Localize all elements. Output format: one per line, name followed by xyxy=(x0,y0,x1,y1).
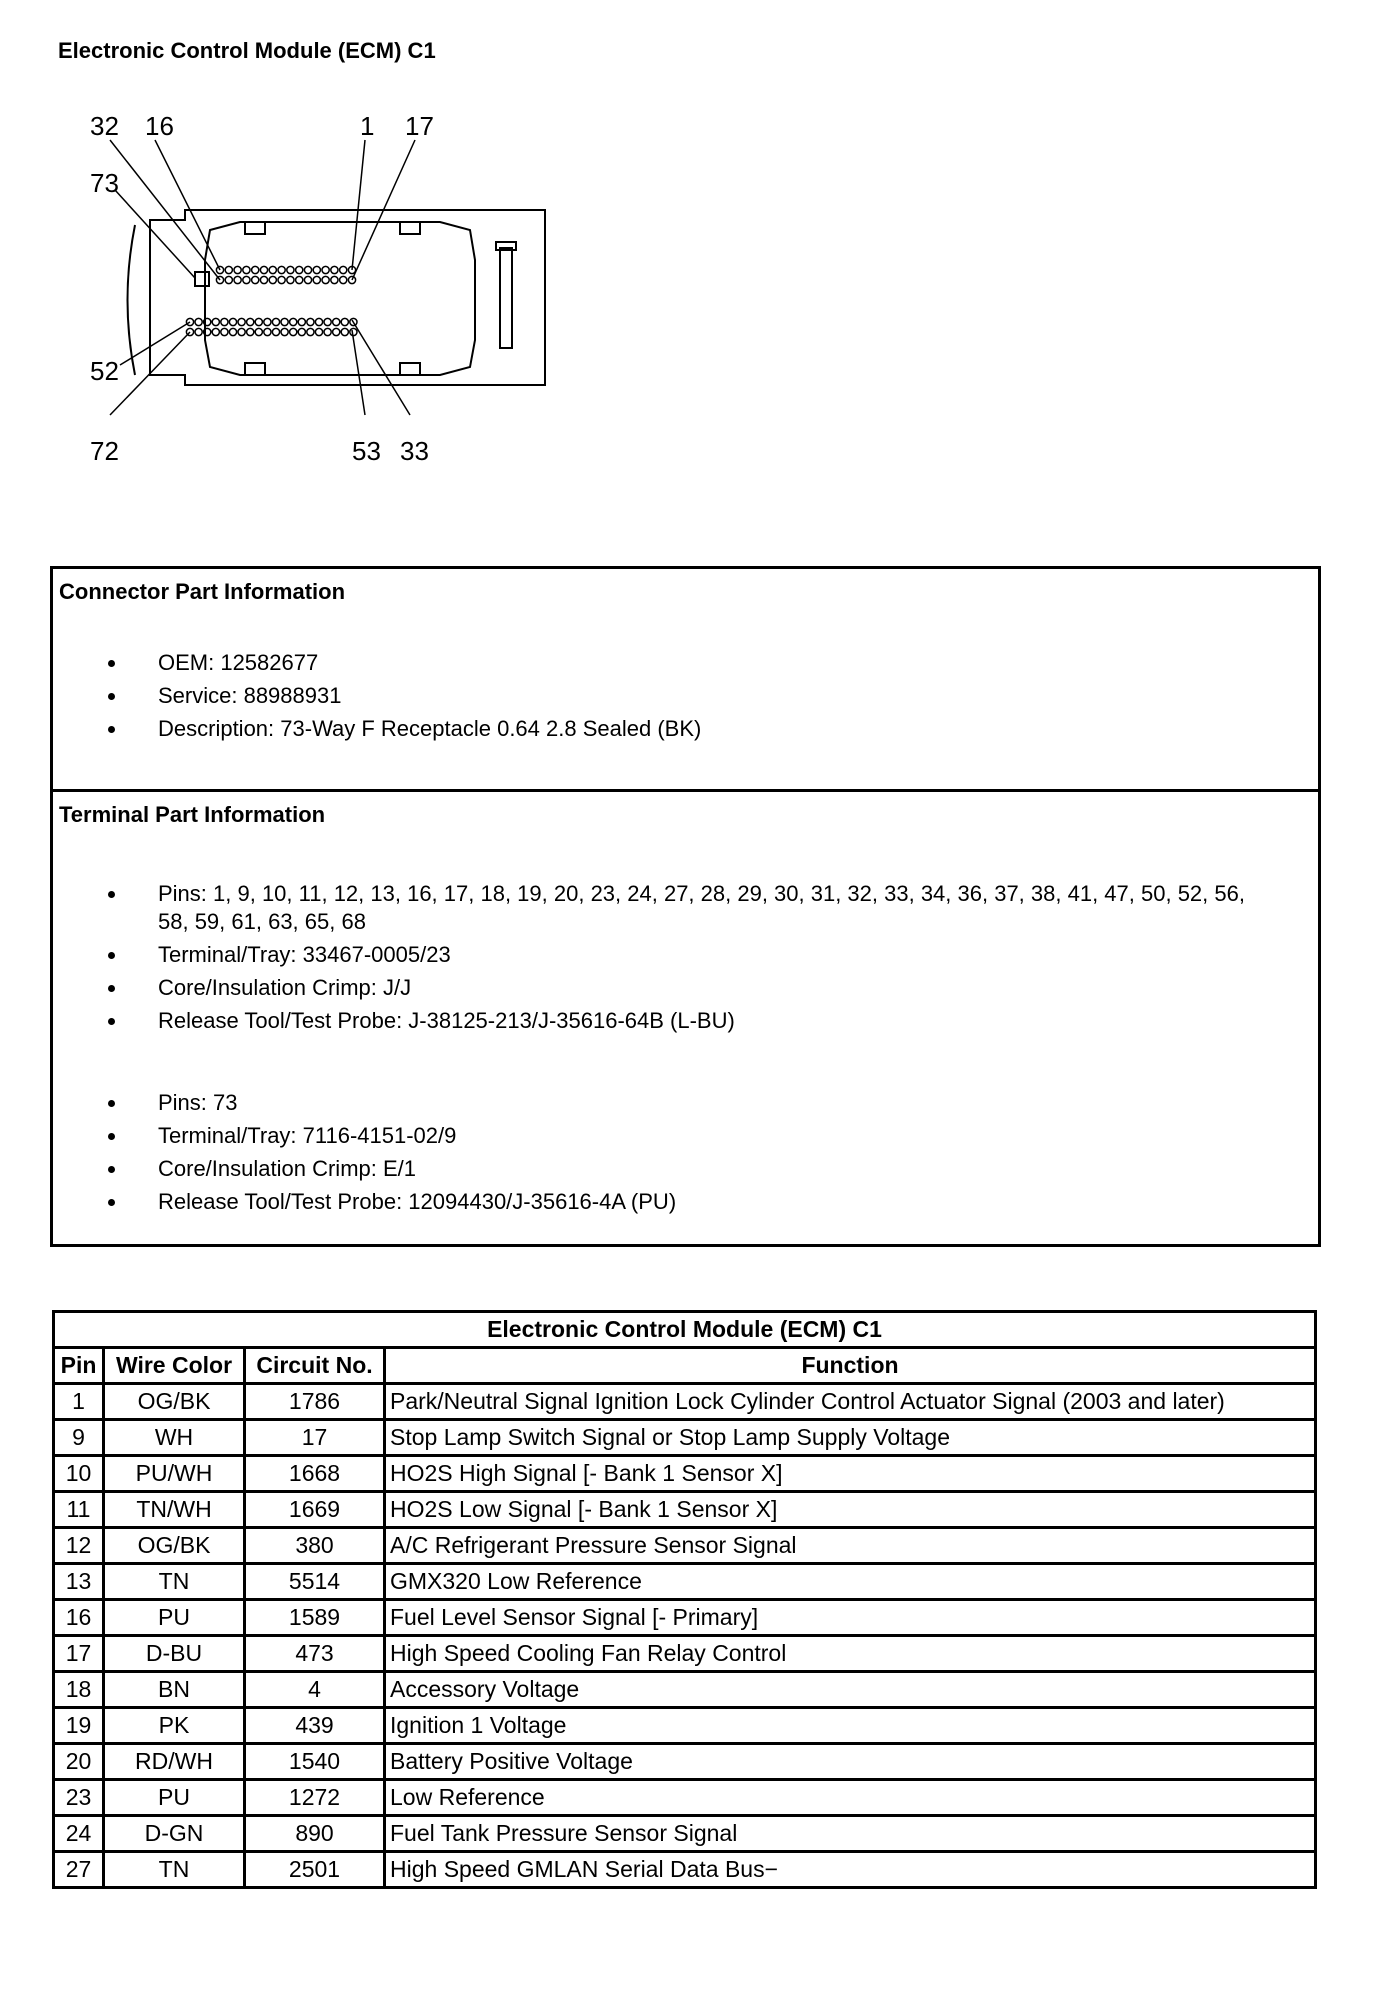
terminal-part-section xyxy=(53,792,1318,1244)
circuit-cell: 473 xyxy=(245,1636,385,1672)
list-item: Release Tool/Test Probe: 12094430/J-35616-4A (PU) xyxy=(108,1188,676,1216)
pin-hole xyxy=(307,318,314,325)
pin-hole xyxy=(243,276,250,283)
pin-cell: 17 xyxy=(54,1636,104,1672)
function-cell: High Speed GMLAN Serial Data Bus− xyxy=(385,1852,1316,1888)
pin-hole xyxy=(333,318,340,325)
pin-hole xyxy=(195,318,202,325)
header-function: Function xyxy=(385,1348,1316,1384)
wire-color-cell: WH xyxy=(104,1420,245,1456)
list-item: Service: 88988931 xyxy=(108,682,701,710)
pin-cell: 16 xyxy=(54,1600,104,1636)
pin-hole xyxy=(229,318,236,325)
pin-hole xyxy=(296,276,303,283)
pin-hole xyxy=(304,266,311,273)
table-row xyxy=(54,1600,1316,1636)
circuit-cell: 890 xyxy=(245,1816,385,1852)
wire-color-cell: OG/BK xyxy=(104,1384,245,1420)
list-item: Terminal/Tray: 33467-0005/23 xyxy=(108,941,1268,969)
leader-33 xyxy=(352,320,410,415)
pin-grid xyxy=(186,266,357,335)
wire-color-cell: RD/WH xyxy=(104,1744,245,1780)
label-52: 52 xyxy=(90,356,119,386)
circuit-cell: 1272 xyxy=(245,1780,385,1816)
wire-color-cell: OG/BK xyxy=(104,1528,245,1564)
wire-color-cell: PU xyxy=(104,1600,245,1636)
label-1: 1 xyxy=(360,111,375,141)
function-cell: Ignition 1 Voltage xyxy=(385,1708,1316,1744)
circuit-cell: 1669 xyxy=(245,1492,385,1528)
pin-hole xyxy=(260,266,267,273)
pin-hole xyxy=(341,328,348,335)
leader-1 xyxy=(352,140,365,270)
pin-hole xyxy=(247,318,254,325)
table-row xyxy=(54,1816,1316,1852)
wire-color-cell: PU xyxy=(104,1780,245,1816)
connector-part-section xyxy=(53,569,1318,792)
pin-hole xyxy=(296,266,303,273)
pin-hole xyxy=(322,266,329,273)
pin-cell: 11 xyxy=(54,1492,104,1528)
pin-hole xyxy=(281,318,288,325)
pin-hole xyxy=(290,318,297,325)
housing-inner xyxy=(205,222,475,375)
pin-hole xyxy=(269,266,276,273)
label-17: 17 xyxy=(405,111,434,141)
pin-hole xyxy=(225,276,232,283)
list-item: OEM: 12582677 xyxy=(108,649,701,677)
table-row xyxy=(54,1780,1316,1816)
pin-cell: 9 xyxy=(54,1420,104,1456)
table-row xyxy=(54,1456,1316,1492)
function-cell: Fuel Tank Pressure Sensor Signal xyxy=(385,1816,1316,1852)
pin-hole xyxy=(324,328,331,335)
list-item: Core/Insulation Crimp: J/J xyxy=(108,974,1268,1002)
pin-hole xyxy=(269,276,276,283)
pin-hole xyxy=(272,318,279,325)
connector-diagram xyxy=(90,111,610,470)
list-item: Pins: 1, 9, 10, 11, 12, 13, 16, 17, 18, 19, 20, 23, 24, 27, 28, 29, 30, 31, 32, 33, 34, 36, 37, 38, 41, 47, 50, 52, 56, 58, 59, 61, 63, 65, 68 xyxy=(108,880,1268,936)
function-cell: Accessory Voltage xyxy=(385,1672,1316,1708)
label-72: 72 xyxy=(90,436,119,466)
table-row xyxy=(54,1852,1316,1888)
pin-cell: 12 xyxy=(54,1528,104,1564)
pin-hole xyxy=(264,328,271,335)
pin-hole xyxy=(304,276,311,283)
terminal-group-1-list xyxy=(108,880,1268,1040)
pin-hole xyxy=(331,276,338,283)
label-16: 16 xyxy=(145,111,174,141)
pin-hole xyxy=(313,276,320,283)
function-cell: Low Reference xyxy=(385,1780,1316,1816)
pin-hole xyxy=(212,328,219,335)
pin-hole xyxy=(212,318,219,325)
connector-part-heading: Connector Part Information xyxy=(59,579,346,604)
function-cell: GMX320 Low Reference xyxy=(385,1564,1316,1600)
pin-cell: 19 xyxy=(54,1708,104,1744)
pin-hole xyxy=(195,328,202,335)
leader-53 xyxy=(352,330,365,415)
latch-top-left xyxy=(245,222,265,234)
pin-hole xyxy=(333,328,340,335)
pin-hole xyxy=(252,266,259,273)
label-32: 32 xyxy=(90,111,119,141)
pin-hole xyxy=(281,328,288,335)
pin-hole xyxy=(298,328,305,335)
pin-hole xyxy=(290,328,297,335)
function-cell: A/C Refrigerant Pressure Sensor Signal xyxy=(385,1528,1316,1564)
connector-part-list xyxy=(108,649,701,748)
circuit-cell: 17 xyxy=(245,1420,385,1456)
pin-cell: 13 xyxy=(54,1564,104,1600)
pin-hole xyxy=(225,266,232,273)
function-cell: Stop Lamp Switch Signal or Stop Lamp Supply Voltage xyxy=(385,1420,1316,1456)
wire-color-cell: TN xyxy=(104,1564,245,1600)
table-row xyxy=(54,1672,1316,1708)
pin-hole xyxy=(307,328,314,335)
function-cell: Battery Positive Voltage xyxy=(385,1744,1316,1780)
terminal-part-heading: Terminal Part Information xyxy=(59,802,326,827)
pin-hole xyxy=(331,266,338,273)
circuit-cell: 1786 xyxy=(245,1384,385,1420)
pin-hole xyxy=(272,328,279,335)
list-item: Description: 73-Way F Receptacle 0.64 2.8 Sealed (BK) xyxy=(108,715,701,743)
pin-hole xyxy=(234,276,241,283)
header-pin: Pin xyxy=(54,1348,104,1384)
side-clip xyxy=(500,248,512,348)
label-53: 53 xyxy=(352,436,381,466)
leader-16 xyxy=(155,140,220,270)
pin-hole xyxy=(315,318,322,325)
circuit-cell: 1668 xyxy=(245,1456,385,1492)
wire-color-cell: BN xyxy=(104,1672,245,1708)
pin-73-square xyxy=(195,272,209,286)
pin-cell: 27 xyxy=(54,1852,104,1888)
function-cell: HO2S Low Signal [- Bank 1 Sensor X] xyxy=(385,1492,1316,1528)
circuit-cell: 1589 xyxy=(245,1600,385,1636)
table-caption: Electronic Control Module (ECM) C1 xyxy=(54,1312,1316,1348)
pin-hole xyxy=(221,318,228,325)
latch-bottom-left xyxy=(245,363,265,375)
table-row xyxy=(54,1528,1316,1564)
pin-cell: 23 xyxy=(54,1780,104,1816)
wire-color-cell: D-BU xyxy=(104,1636,245,1672)
table-row xyxy=(54,1384,1316,1420)
circuit-cell: 5514 xyxy=(245,1564,385,1600)
table-row xyxy=(54,1636,1316,1672)
table-row xyxy=(54,1708,1316,1744)
left-bracket xyxy=(128,225,136,375)
pin-cell: 20 xyxy=(54,1744,104,1780)
function-cell: Fuel Level Sensor Signal [- Primary] xyxy=(385,1600,1316,1636)
terminal-group-2-list xyxy=(108,1089,676,1221)
pin-hole xyxy=(341,318,348,325)
table-row xyxy=(54,1420,1316,1456)
label-33: 33 xyxy=(400,436,429,466)
pin-hole xyxy=(322,276,329,283)
pin-hole xyxy=(247,328,254,335)
pin-hole xyxy=(264,318,271,325)
wire-color-cell: TN/WH xyxy=(104,1492,245,1528)
function-cell: High Speed Cooling Fan Relay Control xyxy=(385,1636,1316,1672)
pin-hole xyxy=(255,328,262,335)
pin-hole xyxy=(313,266,320,273)
wire-color-cell: D-GN xyxy=(104,1816,245,1852)
table-row xyxy=(54,1492,1316,1528)
pin-hole xyxy=(243,266,250,273)
table-row xyxy=(54,1564,1316,1600)
pin-hole xyxy=(278,266,285,273)
pin-hole xyxy=(229,328,236,335)
pin-hole xyxy=(238,318,245,325)
pin-cell: 18 xyxy=(54,1672,104,1708)
pin-hole xyxy=(298,318,305,325)
pin-hole xyxy=(234,266,241,273)
list-item: Terminal/Tray: 7116-4151-02/9 xyxy=(108,1122,676,1150)
circuit-cell: 2501 xyxy=(245,1852,385,1888)
header-wire-color: Wire Color xyxy=(104,1348,245,1384)
function-cell: HO2S High Signal [- Bank 1 Sensor X] xyxy=(385,1456,1316,1492)
pin-hole xyxy=(315,328,322,335)
pin-hole xyxy=(340,266,347,273)
pin-hole xyxy=(278,276,285,283)
part-information-box xyxy=(50,566,1321,1247)
wire-color-cell: PU/WH xyxy=(104,1456,245,1492)
page-title: Electronic Control Module (ECM) C1 xyxy=(58,38,436,63)
pin-cell: 10 xyxy=(54,1456,104,1492)
pin-hole xyxy=(287,276,294,283)
latch-top-right xyxy=(400,222,420,234)
pin-hole xyxy=(287,266,294,273)
list-item: Pins: 73 xyxy=(108,1089,676,1117)
function-cell: Park/Neutral Signal Ignition Lock Cylinder Control Actuator Signal (2003 and later) xyxy=(385,1384,1316,1420)
circuit-cell: 380 xyxy=(245,1528,385,1564)
header-circuit-no: Circuit No. xyxy=(245,1348,385,1384)
pin-hole xyxy=(324,318,331,325)
pin-hole xyxy=(221,328,228,335)
circuit-cell: 439 xyxy=(245,1708,385,1744)
wire-color-cell: TN xyxy=(104,1852,245,1888)
circuit-cell: 4 xyxy=(245,1672,385,1708)
table-body xyxy=(54,1384,1316,1888)
pin-hole xyxy=(252,276,259,283)
table-row xyxy=(54,1744,1316,1780)
pin-hole xyxy=(340,276,347,283)
latch-bottom-right xyxy=(400,363,420,375)
list-item: Core/Insulation Crimp: E/1 xyxy=(108,1155,676,1183)
pin-hole xyxy=(255,318,262,325)
pinout-table xyxy=(52,1310,1317,1889)
circuit-cell: 1540 xyxy=(245,1744,385,1780)
pin-hole xyxy=(238,328,245,335)
list-item: Release Tool/Test Probe: J-38125-213/J-35616-64B (L-BU) xyxy=(108,1007,1268,1035)
pin-cell: 24 xyxy=(54,1816,104,1852)
pin-cell: 1 xyxy=(54,1384,104,1420)
wire-color-cell: PK xyxy=(104,1708,245,1744)
pin-hole xyxy=(260,276,267,283)
label-73: 73 xyxy=(90,168,119,198)
